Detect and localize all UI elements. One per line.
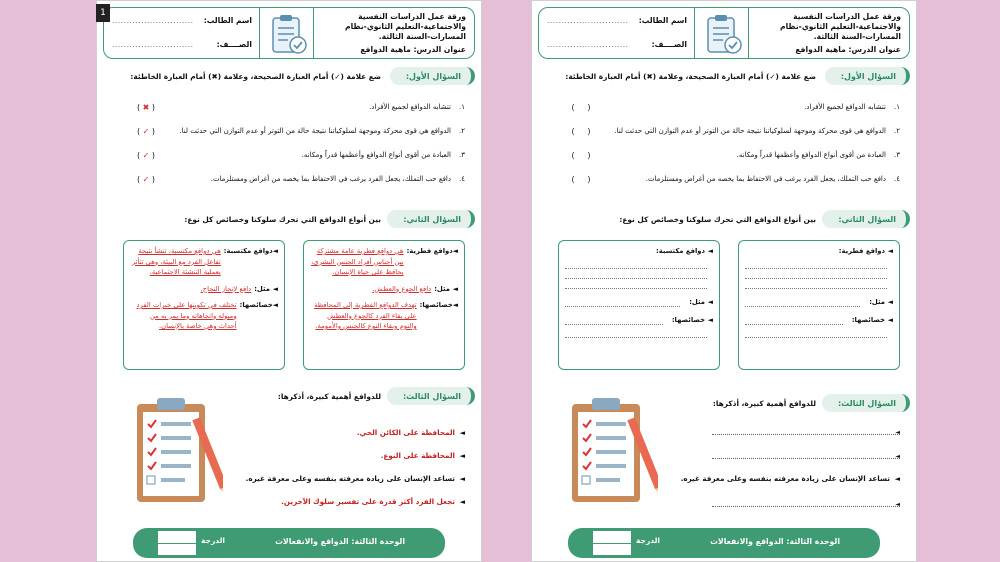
answer-mark-4[interactable]: ( ✓ ) xyxy=(136,174,156,184)
statement-1: ١. تتشابه الدوافع لجميع الأفراد. ( ✖ ) xyxy=(111,100,465,114)
worksheet-page-answered xyxy=(96,0,482,562)
question-3-instruction: للدوافع أهمية كبيرة، أذكرها: xyxy=(277,392,381,401)
answer-mark-3[interactable]: ( ✓ ) xyxy=(136,150,156,160)
grade-label: الدرجة xyxy=(636,536,660,545)
question-1-label: السؤال الأول: xyxy=(390,67,475,85)
class-label: الصــــف: xyxy=(651,40,687,49)
importance-blank-4[interactable] xyxy=(712,497,900,507)
answer-mark-2[interactable]: ( ✓ ) xyxy=(136,126,156,136)
lesson-title: عنوان الدرس: ماهية الدوافع xyxy=(795,45,901,54)
slide-number: 1 xyxy=(96,4,110,22)
statement-4: ٤. دافع حب التملك، يجعل الفرد يرغب في الاحتفاظ بما يخصه من أغراض ومستلزمات. ( ✓ ) xyxy=(111,172,465,186)
question-2-label: السؤال الثاني: xyxy=(387,210,475,228)
question-2-instruction: بين أنواع الدوافع التي تحرك سلوكنا وخصائص كل نوع: xyxy=(184,215,381,224)
question-1-label: السؤال الأول: xyxy=(825,67,910,85)
statement-4: ٤. دافع حب التملك، يجعل الفرد يرغب في الاحتفاظ بما يخصه من أغراض ومستلزمات. ( ) xyxy=(546,172,900,186)
grade-box[interactable] xyxy=(157,530,197,556)
innate-traits-line[interactable] xyxy=(745,315,843,325)
acquired-answer-line[interactable] xyxy=(565,259,707,269)
lesson-title: عنوان الدرس: ماهية الدوافع xyxy=(360,45,466,54)
statement-3: ٣. العبادة من أقوى أنواع الدوافع وأعظمها قدراً ومكانه. ( ✓ ) xyxy=(111,148,465,162)
question-2-label: السؤال الثاني: xyxy=(822,210,910,228)
unit-title: الوحدة الثالثة: الدوافع والانفعالات xyxy=(275,537,405,546)
worksheet-footer xyxy=(568,528,880,558)
class-field[interactable]: ............................ xyxy=(112,40,194,49)
student-name-label: اسم الطالب: xyxy=(638,16,687,25)
acquired-answer[interactable]: هي دوافع مكتسبة، تنشأ نتيجة تفاعل الفرد مع البيئة، وهي تتأثر بعملية التنشئة الاجتماعية. xyxy=(131,247,221,276)
innate-motives-box: ◄ دوافع فطرية: ◄ مثل: ◄ خصائصها: xyxy=(738,240,900,370)
importance-answer-2[interactable]: ◄ المحافظة على النوع. xyxy=(380,451,465,460)
clipboard-checklist-icon xyxy=(133,396,223,506)
innate-traits[interactable]: تهدف الدوافع الفطرية إلى المحافظة على بقاء الفرد كالجوع والعطش والنوم وبقاء النوع كالجنس والأمومة. xyxy=(314,301,417,330)
question-2-instruction: بين أنواع الدوافع التي تحرك سلوكنا وخصائص كل نوع: xyxy=(619,215,816,224)
importance-blank-2[interactable] xyxy=(712,449,900,459)
clipboard-check-icon xyxy=(704,13,744,55)
grade-box[interactable] xyxy=(592,530,632,556)
acquired-traits-line[interactable] xyxy=(565,315,663,325)
importance-blank-1[interactable] xyxy=(712,425,900,435)
worksheet-header xyxy=(103,7,475,59)
importance-answer-4[interactable]: ◄ تجعل الفرد أكثر قدرة على تفسير سلوك الآخرين. xyxy=(281,497,465,506)
innate-example-line[interactable] xyxy=(745,297,860,307)
acquired-traits[interactable]: تختلف في تكوينها على خبرات الفرد وميوله واتجاهاته وما يمر به من أحداث وهي خاصة بالإنسان. xyxy=(136,301,237,330)
student-name-label: اسم الطالب: xyxy=(203,16,252,25)
answer-mark-1[interactable]: ( ✖ ) xyxy=(136,102,156,112)
innate-motives-box: ◄ دوافع فطرية: هي دوافع فطرية عامة مشتركة بين أجناس أفراد الجنس البشري، يحافظ على حياة الإنسان. ◄ مثل: دافع الجوع والعطش. ◄ خصائصها: تهدف الدوافع الفطرية إلى المحافظة على بقاء الفرد كالجوع والعطش والنوم وبقاء النوع كالجنس والأمومة. xyxy=(303,240,465,370)
class-label: الصــــف: xyxy=(216,40,252,49)
question-3-label: السؤال الثالث: xyxy=(822,394,910,412)
acquired-motives-box: ◄ دوافع مكتسبة: هي دوافع مكتسبة، تنشأ نتيجة تفاعل الفرد مع البيئة، وهي تتأثر بعملية التنشئة الاجتماعية. ◄ مثل: دافع لإنجاز النجاح. ◄ خصائصها: تختلف في تكوينها على خبرات الفرد وميوله واتجاهاته وما يمر به من أحداث وهي خاصة بالإنسان. xyxy=(123,240,285,370)
worksheet-title: ورقة عمل الدراسات النفسية والاجتماعية-التعليم الثانوي-نظام المسارات-السنة الثالثة. xyxy=(345,12,466,41)
worksheet-header xyxy=(538,7,910,59)
worksheet-title: ورقة عمل الدراسات النفسية والاجتماعية-التعليم الثانوي-نظام المسارات-السنة الثالثة. xyxy=(780,12,901,41)
answer-blank-1[interactable]: ( ) xyxy=(571,102,591,112)
statement-2: ٢. الدوافع هي قوى محركة وموجهة لسلوكياتنا نتيجة حالة من التوتر أو عدم التوازن التي حدثت لنا. ( ) xyxy=(546,124,900,138)
importance-answer-1[interactable]: ◄ المحافظة على الكائن الحي. xyxy=(356,428,465,437)
innate-example[interactable]: دافع الجوع والعطش. xyxy=(372,284,432,293)
innate-answer[interactable]: هي دوافع فطرية عامة مشتركة بين أجناس أفراد الجنس البشري، يحافظ على حياة الإنسان. xyxy=(311,247,404,276)
answer-blank-2[interactable]: ( ) xyxy=(571,126,591,136)
student-name-field[interactable]: ............................ xyxy=(547,16,629,25)
importance-answer-3: ◄ تساعد الإنسان على زيادة معرفته بنفسه وعلى معرفة غيره. xyxy=(245,474,465,483)
innate-answer-line[interactable] xyxy=(745,259,887,269)
worksheet-page-blank xyxy=(531,0,917,562)
clipboard-check-icon xyxy=(269,13,309,55)
importance-given-3: ◄ تساعد الإنسان على زيادة معرفته بنفسه وعلى معرفة غيره. xyxy=(680,474,900,483)
acquired-example[interactable]: دافع لإنجاز النجاح. xyxy=(200,284,252,293)
class-field[interactable]: ............................ xyxy=(547,40,629,49)
statement-3: ٣. العبادة من أقوى أنواع الدوافع وأعظمها قدراً ومكانه. ( ) xyxy=(546,148,900,162)
unit-title: الوحدة الثالثة: الدوافع والانفعالات xyxy=(710,537,840,546)
acquired-example-line[interactable] xyxy=(565,297,680,307)
grade-label: الدرجة xyxy=(201,536,225,545)
clipboard-checklist-icon xyxy=(568,396,658,506)
answer-blank-3[interactable]: ( ) xyxy=(571,150,591,160)
question-3-instruction: للدوافع أهمية كبيرة، أذكرها: xyxy=(712,399,816,408)
question-3-label: السؤال الثالث: xyxy=(387,387,475,405)
question-1-instruction: ضع علامة (✓) أمام العبارة الصحيحة، وعلامة (✖) أمام العبارة الخاطئة: xyxy=(565,72,816,81)
acquired-motives-box: ◄ دوافع مكتسبة: ◄ مثل: ◄ خصائصها: xyxy=(558,240,720,370)
worksheet-footer xyxy=(133,528,445,558)
question-1-instruction: ضع علامة (✓) أمام العبارة الصحيحة، وعلامة (✖) أمام العبارة الخاطئة: xyxy=(130,72,381,81)
statement-1: ١. تتشابه الدوافع لجميع الأفراد. ( ) xyxy=(546,100,900,114)
answer-blank-4[interactable]: ( ) xyxy=(571,174,591,184)
statement-2: ٢. الدوافع هي قوى محركة وموجهة لسلوكياتنا نتيجة حالة من التوتر أو عدم التوازن التي حدثت لنا. ( ✓ ) xyxy=(111,124,465,138)
student-name-field[interactable]: ............................ xyxy=(112,16,194,25)
